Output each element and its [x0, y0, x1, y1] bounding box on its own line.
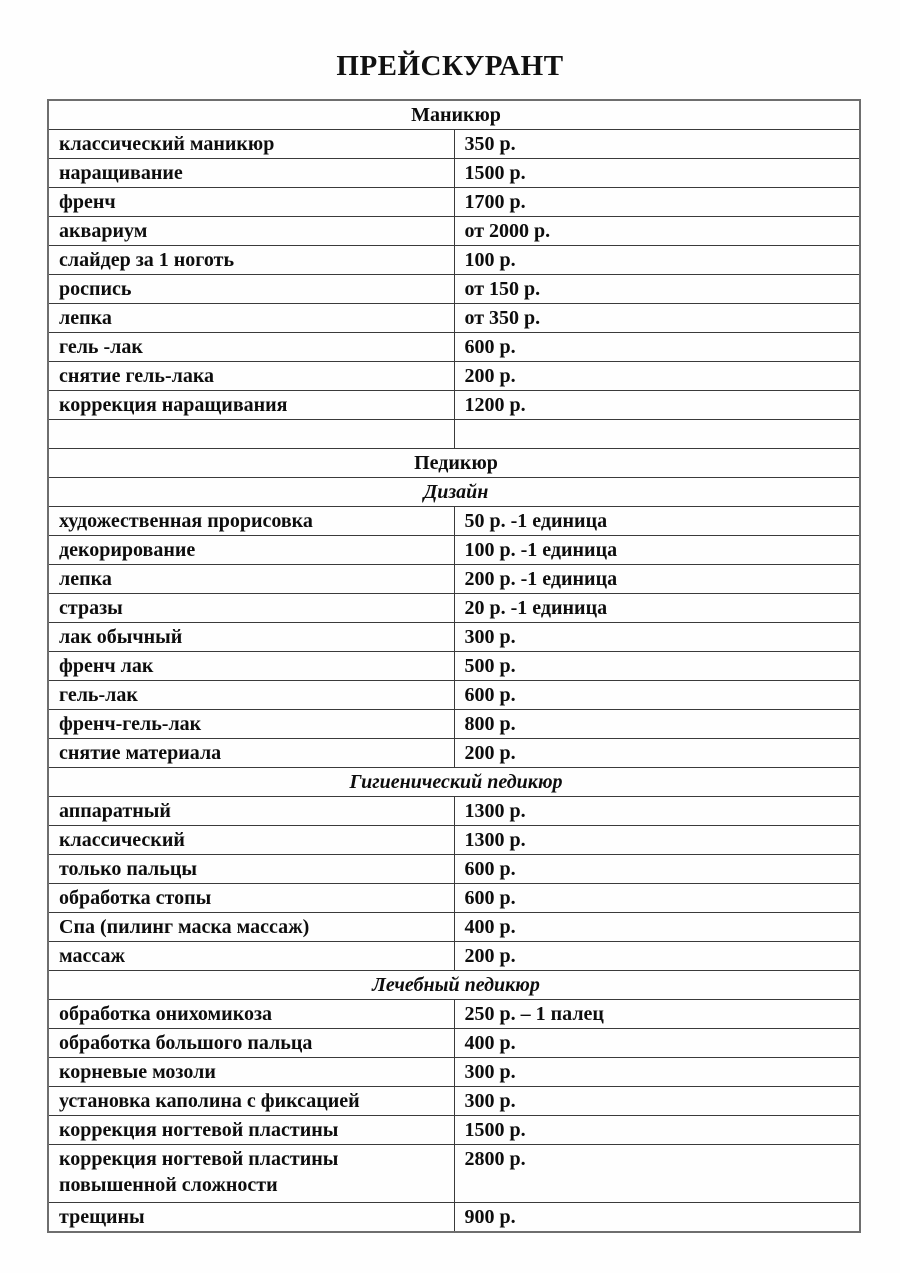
- price-cell: 1500 р.: [454, 159, 860, 188]
- table-row: [48, 1058, 860, 1087]
- table-row: [48, 594, 860, 623]
- section-row: [48, 478, 860, 507]
- table-row: [48, 855, 860, 884]
- price-cell: от 2000 р.: [454, 217, 860, 246]
- table-row: [48, 507, 860, 536]
- price-cell: 400 р.: [454, 913, 860, 942]
- price-cell: 600 р.: [454, 884, 860, 913]
- service-name-cell: слайдер за 1 ноготь: [48, 246, 454, 275]
- table-row: [48, 797, 860, 826]
- price-cell: 2800 р.: [454, 1145, 860, 1203]
- table-row: [48, 1203, 860, 1233]
- price-cell: 100 р. -1 единица: [454, 536, 860, 565]
- table-row: [48, 710, 860, 739]
- service-name-cell: обработка большого пальца: [48, 1029, 454, 1058]
- service-name-cell: гель -лак: [48, 333, 454, 362]
- table-row: [48, 681, 860, 710]
- table-row: [48, 884, 860, 913]
- service-name-cell: снятие гель-лака: [48, 362, 454, 391]
- price-cell: от 350 р.: [454, 304, 860, 333]
- service-name-cell: стразы: [48, 594, 454, 623]
- price-cell: 1200 р.: [454, 391, 860, 420]
- service-name-cell: корневые мозоли: [48, 1058, 454, 1087]
- price-cell: 200 р.: [454, 942, 860, 971]
- table-row: [48, 188, 860, 217]
- price-cell-empty: [454, 420, 860, 449]
- price-cell: 350 р.: [454, 130, 860, 159]
- service-name-cell: художественная прорисовка: [48, 507, 454, 536]
- price-cell: 600 р.: [454, 333, 860, 362]
- table-row: [48, 1087, 860, 1116]
- service-name-cell: лепка: [48, 565, 454, 594]
- section-row: [48, 768, 860, 797]
- service-name-cell: аквариум: [48, 217, 454, 246]
- table-row: [48, 1116, 860, 1145]
- service-name-cell: френч: [48, 188, 454, 217]
- price-cell: 600 р.: [454, 681, 860, 710]
- table-row: [48, 536, 860, 565]
- price-cell: 250 р. – 1 палец: [454, 1000, 860, 1029]
- price-cell: 300 р.: [454, 1087, 860, 1116]
- price-cell: 200 р.: [454, 362, 860, 391]
- table-row: [48, 913, 860, 942]
- service-name-cell: декорирование: [48, 536, 454, 565]
- price-cell: 500 р.: [454, 652, 860, 681]
- price-cell: 300 р.: [454, 1058, 860, 1087]
- service-name-cell: обработка онихомикоза: [48, 1000, 454, 1029]
- price-cell: 400 р.: [454, 1029, 860, 1058]
- section-row: [48, 449, 860, 478]
- service-name-cell: роспись: [48, 275, 454, 304]
- table-row: [48, 826, 860, 855]
- table-row: [48, 130, 860, 159]
- table-row: [48, 739, 860, 768]
- price-cell: 200 р.: [454, 739, 860, 768]
- service-name-cell: классический маникюр: [48, 130, 454, 159]
- table-row: [48, 304, 860, 333]
- section-header: Педикюр: [48, 449, 860, 478]
- table-row: [48, 217, 860, 246]
- service-name-cell: аппаратный: [48, 797, 454, 826]
- table-row: [48, 623, 860, 652]
- price-table: [47, 99, 861, 1233]
- table-row: [48, 942, 860, 971]
- service-name-cell: коррекция ногтевой пластины: [48, 1116, 454, 1145]
- service-name-cell: трещины: [48, 1203, 454, 1233]
- price-cell: 1500 р.: [454, 1116, 860, 1145]
- service-name-cell: френч-гель-лак: [48, 710, 454, 739]
- table-row: [48, 333, 860, 362]
- table-row: [48, 159, 860, 188]
- price-cell: 20 р. -1 единица: [454, 594, 860, 623]
- price-cell: 1300 р.: [454, 826, 860, 855]
- price-cell: 600 р.: [454, 855, 860, 884]
- price-cell: 200 р. -1 единица: [454, 565, 860, 594]
- price-cell: 1300 р.: [454, 797, 860, 826]
- price-cell: 800 р.: [454, 710, 860, 739]
- price-cell: 1700 р.: [454, 188, 860, 217]
- table-row: [48, 275, 860, 304]
- service-name-cell: снятие материала: [48, 739, 454, 768]
- service-name-cell: классический: [48, 826, 454, 855]
- price-table-body: [48, 100, 860, 1232]
- table-row: [48, 565, 860, 594]
- service-name-cell: коррекция наращивания: [48, 391, 454, 420]
- service-name-cell: гель-лак: [48, 681, 454, 710]
- service-name-cell: Спа (пилинг маска массаж): [48, 913, 454, 942]
- price-cell: 300 р.: [454, 623, 860, 652]
- table-row: [48, 1029, 860, 1058]
- table-row: [48, 652, 860, 681]
- price-cell: от 150 р.: [454, 275, 860, 304]
- section-row: [48, 100, 860, 130]
- table-row: [48, 362, 860, 391]
- service-name-cell: установка каполина с фиксацией: [48, 1087, 454, 1116]
- table-row: [48, 391, 860, 420]
- service-name-cell: коррекция ногтевой пластины повышенной сложности: [48, 1145, 454, 1203]
- table-row: [48, 1000, 860, 1029]
- section-header: Гигиенический педикюр: [48, 768, 860, 797]
- page-title: ПРЕЙСКУРАНТ: [336, 50, 564, 82]
- empty-row: [48, 420, 860, 449]
- service-name-cell: массаж: [48, 942, 454, 971]
- price-cell: 50 р. -1 единица: [454, 507, 860, 536]
- section-row: [48, 971, 860, 1000]
- section-header: Лечебный педикюр: [48, 971, 860, 1000]
- service-name-cell: только пальцы: [48, 855, 454, 884]
- service-name-cell-empty: [48, 420, 454, 449]
- section-header: Дизайн: [48, 478, 860, 507]
- service-name-cell: обработка стопы: [48, 884, 454, 913]
- service-name-cell: лак обычный: [48, 623, 454, 652]
- price-cell: 100 р.: [454, 246, 860, 275]
- price-cell: 900 р.: [454, 1203, 860, 1233]
- section-header: Маникюр: [48, 100, 860, 130]
- service-name-cell: френч лак: [48, 652, 454, 681]
- service-name-cell: наращивание: [48, 159, 454, 188]
- service-name-cell: лепка: [48, 304, 454, 333]
- table-row: [48, 246, 860, 275]
- table-row: [48, 1145, 860, 1203]
